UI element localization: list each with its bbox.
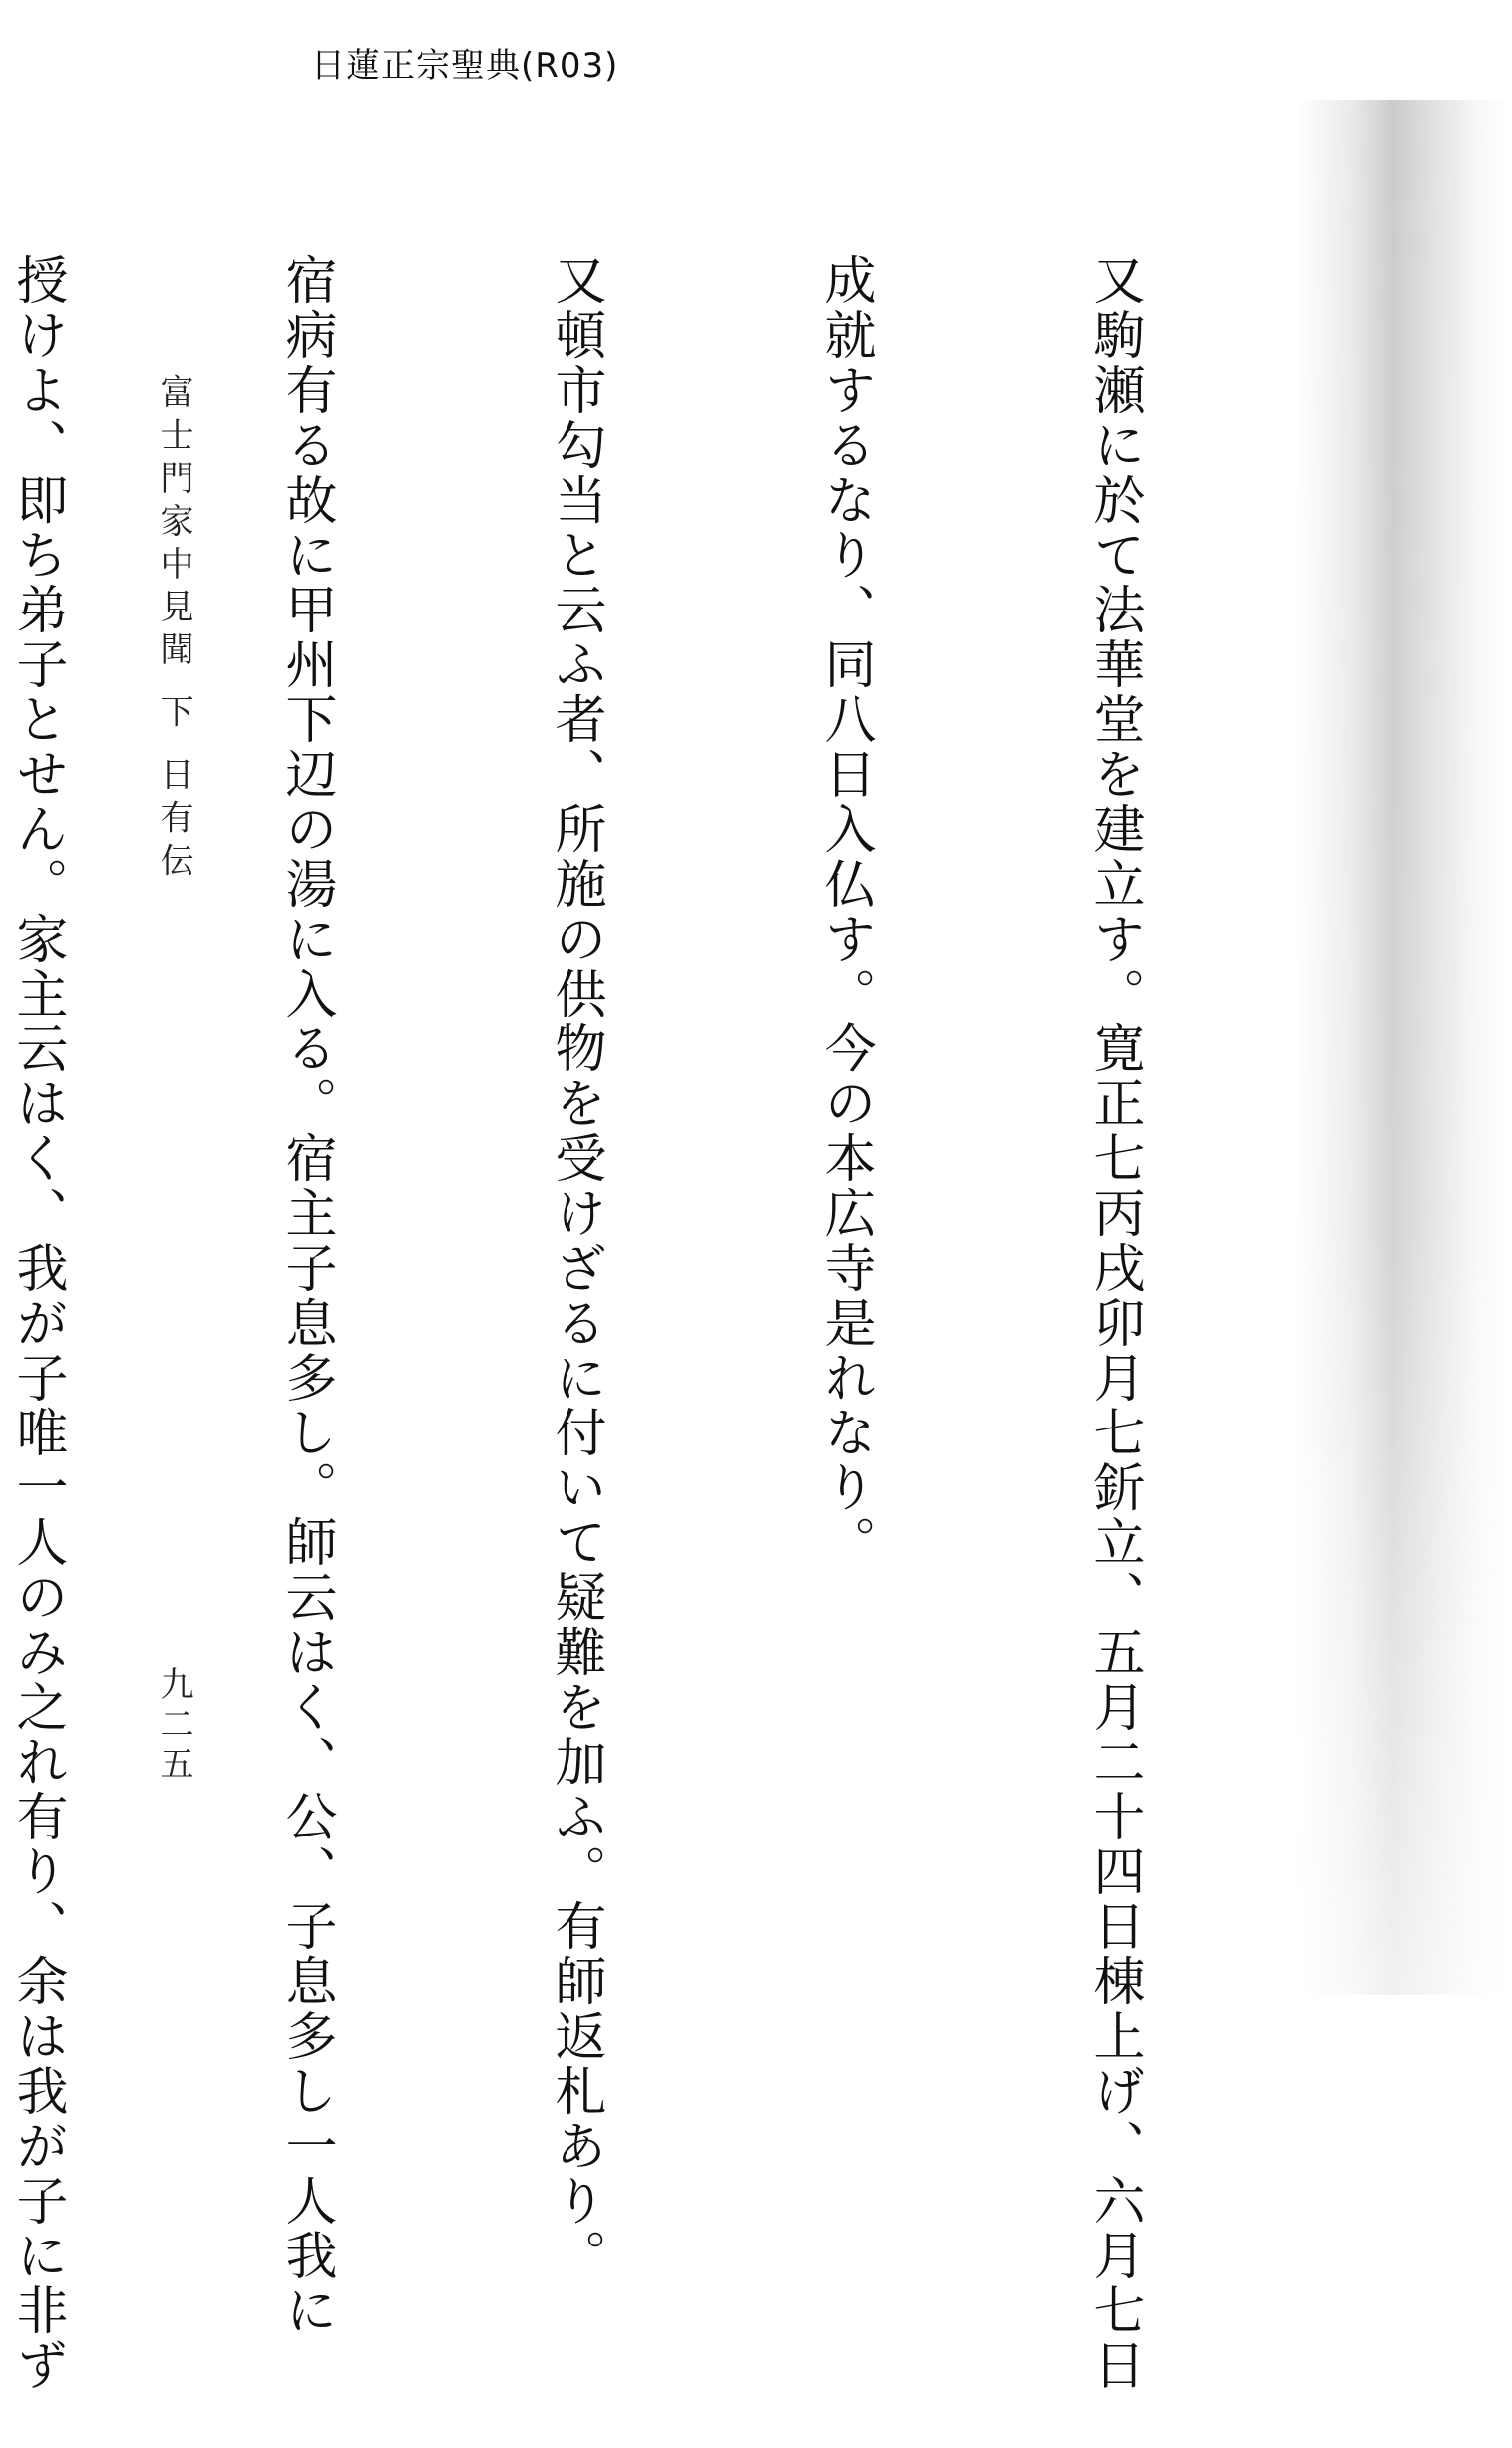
source-title: 富士門家中見聞 下 日有伝 [154,374,193,886]
page-number: 九二五 [154,1666,193,1786]
text-line: 授けよ、即ち弟子とせん。家主云はく、我が子唯一人のみ之れ有り、余は我が子に非ず [7,253,67,2393]
text-line: 又頓市勾当と云ふ者、所施の供物を受けざるに付いて疑難を加ふ。有師返札あり。 [546,253,605,2283]
text-line: 宿病有る故に甲州下辺の湯に入る。宿主子息多し。師云はく、公、子息多し一人我に [276,253,336,2338]
text-line: 成就するなり、同八日入仏す。今の本広寺是れなり。 [815,253,875,1570]
body-text [0,253,1338,2393]
document-header: 日蓮正宗聖典(R03) [311,46,619,86]
text-line: 又駒瀬に於て法華堂を建立す。寛正七丙戌卯月七釿立、五月二十四日棟上げ、六月七日 [1084,253,1144,2393]
